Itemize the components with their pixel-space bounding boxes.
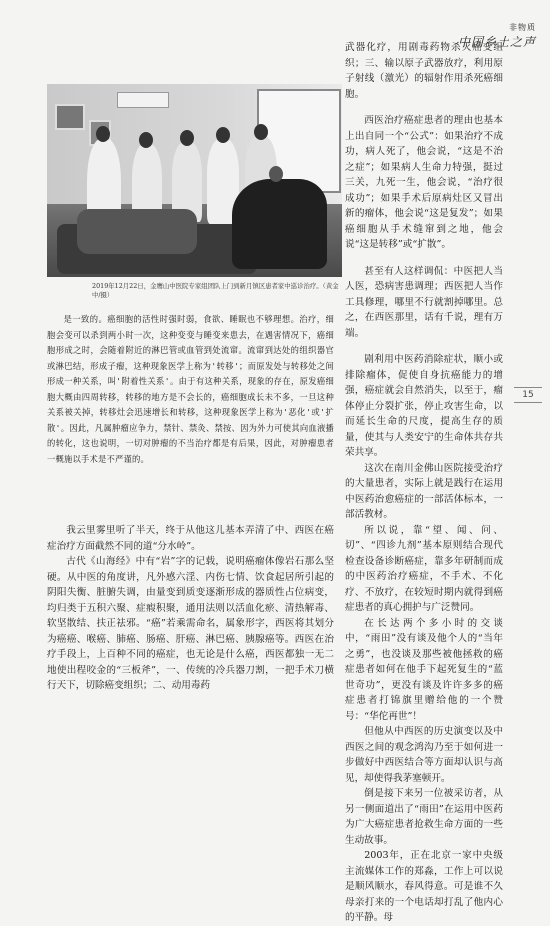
quoted-passage: 是一致的。癌细胞的活性时强时弱，食欲、睡眠也不够理想。治疗，细胞会变可以杀到两小时一次，这种变变与睡变来患去，在遇害情况下，癌细胞形成之时，会随着附近的淋巴管或血管到处流窜。流窜到达处的组织器官或淋巴结，形成子瘤，这种现象医学上称为'转移'；而原发处与转移处之间形成一种关系，叫'附着性关系'。由于有这种关系，现象的存在，原发癌细胞大概由四周转移，转移的地方是不会长的，癌细胞成长未不多，一旦这种关系被关掉，转移灶会迅速增长和转移，这种现象医学上称为'恶化'或'扩散'。因此，凡属肿瘤应争力，禁针、禁灸、禁按、因为外力可使其向血液播的转化，这也说明，一切对肿瘤的不当治疗都是有后果，因此，对肿瘤患者一概施以手术是不严谨的。 bbox=[47, 314, 334, 464]
body-paragraph: 在长达两个多小时的交谈中，“雨田”没有谈及他个人的“当年之勇”，也没谈及那些被他拯救的癌症患者如何在他手下起死复生的“蓝世奇功”，更没有谈及许许多多的癌症患者打锦旗里赠给他的一个赞号：“华佗再世”！ bbox=[345, 617, 503, 722]
magazine-title: 中国乡土之声 bbox=[457, 35, 536, 49]
right-column bbox=[345, 40, 503, 926]
page-number: 15 bbox=[514, 387, 542, 403]
body-paragraph: 甚至有人这样调侃：中医把人当人医，恐病害患调理；西医把人当作工具修理，哪里不行就割掉哪里。总之，在西医那里，话有千说，理有万端。 bbox=[345, 265, 503, 339]
body-paragraph: 剧利用中医药消除症状，顺小或排除瘤体，促使自身抗癌能力的增强，癌症就会自然消失，以至于，瘤体停止分裂扩张，停止攻害生命，以而延长生命的尺度，提高生存的质量，使其与人类安宁的生命体共存共荣共享。 bbox=[345, 354, 503, 458]
body-paragraph: 2003年，正在北京一家中央级主流媒体工作的郑淼，工作上可以说是顺风顺水，春风得意。可是谁不久母亲打来的一个电话却打乱了他内心的平静。母 bbox=[345, 850, 503, 923]
air-conditioner-icon bbox=[117, 92, 169, 108]
body-paragraph: 倒是接下来另一位被采访者，从另一侧面道出了“雨田”在运用中医药为广大癌症患者抢救生命方面的一些生动故事。 bbox=[345, 788, 503, 846]
body-paragraph: 古代《山海经》中有“岩”字的记载，说明癌瘤体像岩石那么坚硬。从中医的角度讲，凡外感六淫、内伤七情、饮食起居所引起的阴阳失衡、脏腑失调，由量变到质变逐渐形成的器质性占位病变，均归类于五积六聚、症瘕积聚，通用法则以活血化瘀、清热解毒、软坚散结、扶正祛邪。“癌”若乘需命名，属象形字，西医将其划分为癌癌、喉癌、肺癌、肠癌、肝癌、淋巴癌、胰腺癌等。西医在治疗手段上，上百种不同的癌症，也无论是什么癌，西医都独一无二地使出程咬金的“三板斧”，一、传统的冷兵器刀割，一把手术刀横行天下，切除癌变组织；二、动用毒药 bbox=[47, 556, 334, 691]
body-paragraph: 武器化疗，用剧毒药物杀灭癌变组织；三、输以原子武器放疗，利用原子射线（激光）的辐射作用杀死癌细胞。 bbox=[345, 42, 503, 100]
body-paragraph: 我云里雾里听了半天，终于从他这儿基本弄清了中、西医在癌症治疗方面截然不同的道“分水岭”。 bbox=[47, 525, 334, 552]
patient-figure bbox=[232, 179, 327, 269]
left-column bbox=[47, 312, 334, 694]
body-paragraph: 西医治疗癌症患者的理由也基本上出自同一个“公式”：如果治疗不成功，病人死了，他会说，“这是不治之症”；如果病人生命力特强，挺过三关，九死一生，他会说，“治疗很成功”；如果手术后原病灶区又冒出新的瘤体，他会说“这是复发”；如果癌细胞从手术缝窜到之地，他会说“这是转移”或“扩散”。 bbox=[345, 115, 503, 250]
news-photo bbox=[47, 84, 342, 277]
photo-caption: 2019年12月22日，金鹰山中医院专家组团队上门到新月镇区患者家中巡诊治疗。（黄金中/摄） bbox=[92, 282, 339, 299]
series-label: 非物质 bbox=[509, 23, 536, 32]
body-paragraph: 但他从中西医的历史演变以及中西医之间的观念鸿沟乃至于如何进一步做好中西医结合等方面却认识与高见，却使得我茅塞顿开。 bbox=[345, 726, 503, 784]
picture-frame-icon bbox=[55, 104, 85, 130]
blanket bbox=[77, 209, 197, 254]
body-paragraph: 所以说，靠“望、闻、问、切”、“四诊九剂”基本原则结合现代检查设备诊断癌症，靠多年研制而成的中医药治疗癌症，不手术、不化疗、不放疗，在较短时期内就得到癌症患者的真心拥护与广泛赞同。 bbox=[345, 524, 503, 613]
body-paragraph: 这次在南川金佛山医院接受治疗的大量患者，实际上就是践行在运用中医药治愈癌症的一部活体标本，一部活教材。 bbox=[345, 462, 503, 520]
